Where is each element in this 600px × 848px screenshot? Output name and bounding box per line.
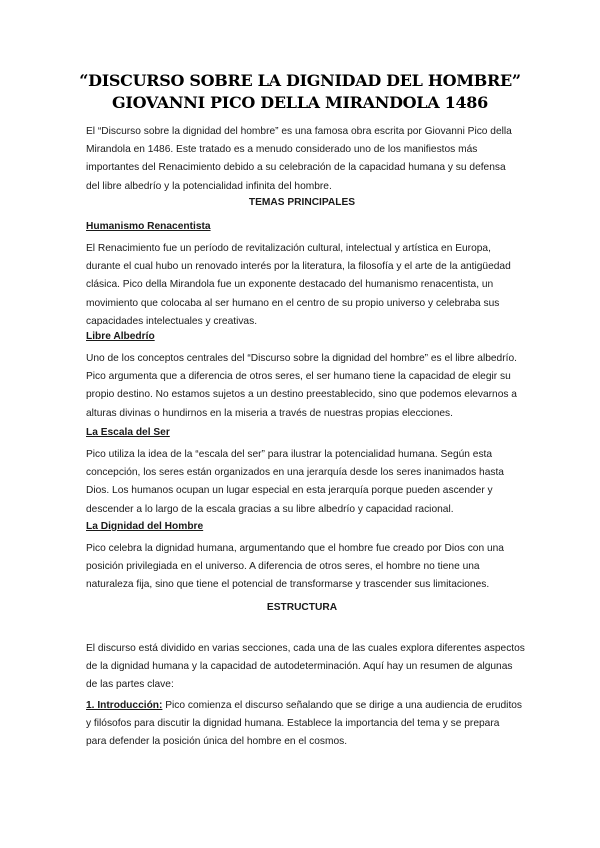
paragraph-line: propio destino. No estamos sujetos a un destino preestablecido, sino que podemos elevarnos a <box>86 389 517 401</box>
paragraph-line: de las partes clave: <box>86 679 174 691</box>
paragraph-line: Uno de los conceptos centrales del “Discurso sobre la dignidad del hombre” es el libre albedrío. <box>86 353 517 364</box>
section-paragraph-dignidad <box>86 540 518 595</box>
section-heading-dignidad: La Dignidad del Hombre <box>86 521 204 532</box>
paragraph-line: movimiento que colocaba al ser humano en el centro de su propio universo y celebraba sus <box>86 297 500 309</box>
paragraph-line: Dios. Los humanos ocupan un lugar especial en esta jerarquía porque pueden ascender y <box>86 485 493 497</box>
paragraph-line: clásica. Pico della Mirandola fue un exponente destacado del humanismo renacentista, un <box>86 279 494 291</box>
point-text: Pico comienza el discurso señalando que se dirige a una audiencia de eruditos <box>162 700 523 711</box>
intro-line: Mirandola en 1486. Este tratado es a menudo considerado uno de los manifiestos más <box>86 144 478 156</box>
point-first-line <box>86 697 523 715</box>
paragraph-line: naturaleza fija, sino que tiene el potencial de transformarse y trascender sus limitaciones. <box>86 579 490 591</box>
intro-line: importantes del Renacimiento debido a su celebración de la capacidad humana y su defensa <box>86 162 506 174</box>
estructura-heading: ESTRUCTURA <box>266 602 338 613</box>
paragraph-line: El Renacimiento fue un período de revitalización cultural, intelectual y artística en Europa, <box>86 243 491 254</box>
point-label: 1. Introducción: <box>86 700 163 711</box>
paragraph-line: de la dignidad humana y la capacidad de autodeterminación. Aquí hay un resumen de algunas <box>86 661 513 673</box>
section-paragraph-humanismo <box>86 240 518 331</box>
paragraph-line: Pico argumenta que a diferencia de otros seres, el ser humano tiene la capacidad de elegir su <box>86 371 511 383</box>
paragraph-line: para defender la posición única del hombre en el cosmos. <box>86 736 348 748</box>
intro-line: del libre albedrío y la potencialidad infinita del hombre. <box>86 180 332 192</box>
section-paragraph-escala-del-ser <box>86 446 518 519</box>
paragraph-line: El discurso está dividido en varias secciones, cada una de las cuales explora diferentes aspectos <box>86 643 525 654</box>
paragraph-line: y filósofos para discutir la dignidad humana. Establece la importancia del tema y se prepara <box>86 718 500 730</box>
section-heading-escala-del-ser: La Escala del Ser <box>86 427 170 438</box>
section-heading-humanismo: Humanismo Renacentista <box>86 221 211 232</box>
paragraph-line: Pico utiliza la idea de la “escala del ser” para ilustrar la potencialidad humana. Según esta <box>86 449 493 460</box>
intro-line: El “Discurso sobre la dignidad del hombre” es una famosa obra escrita por Giovanni Pico della <box>86 126 512 137</box>
intro-paragraph <box>86 123 518 196</box>
point-introduccion <box>86 697 523 752</box>
section-paragraph-libre-albedrio <box>86 350 518 423</box>
temas-heading: TEMAS PRINCIPALES <box>248 197 356 208</box>
paragraph-line: posición privilegiada en el universo. A diferencia de otros seres, el hombre no tiene una <box>86 561 480 573</box>
paragraph-line: Pico celebra la dignidad humana, argumentando que el hombre fue creado por Dios con una <box>86 543 504 554</box>
paragraph-line: alturas divinas o hundirnos en la miseria a través de nuestras propias elecciones. <box>86 407 453 419</box>
paragraph-line: descender a lo largo de la escala gracias a su libre albedrío y capacidad racional. <box>86 503 454 515</box>
paragraph-line: concepción, los seres están organizados en una jerarquía desde los seres inanimados hasta <box>86 467 504 479</box>
section-heading-libre-albedrio: Libre Albedrío <box>86 331 155 342</box>
paragraph-line: capacidades intelectuales y creativas. <box>86 315 258 327</box>
estructura-intro-paragraph <box>86 640 525 695</box>
paragraph-line: durante el cual hubo un renovado interés por la literatura, la filosofía y el arte de la antigüedad <box>86 261 511 273</box>
document-title: “DISCURSO SOBRE LA DIGNIDAD DEL HOMBRE” GIOVANNI PICO DELLA MIRANDOLA 1486 <box>79 71 521 112</box>
